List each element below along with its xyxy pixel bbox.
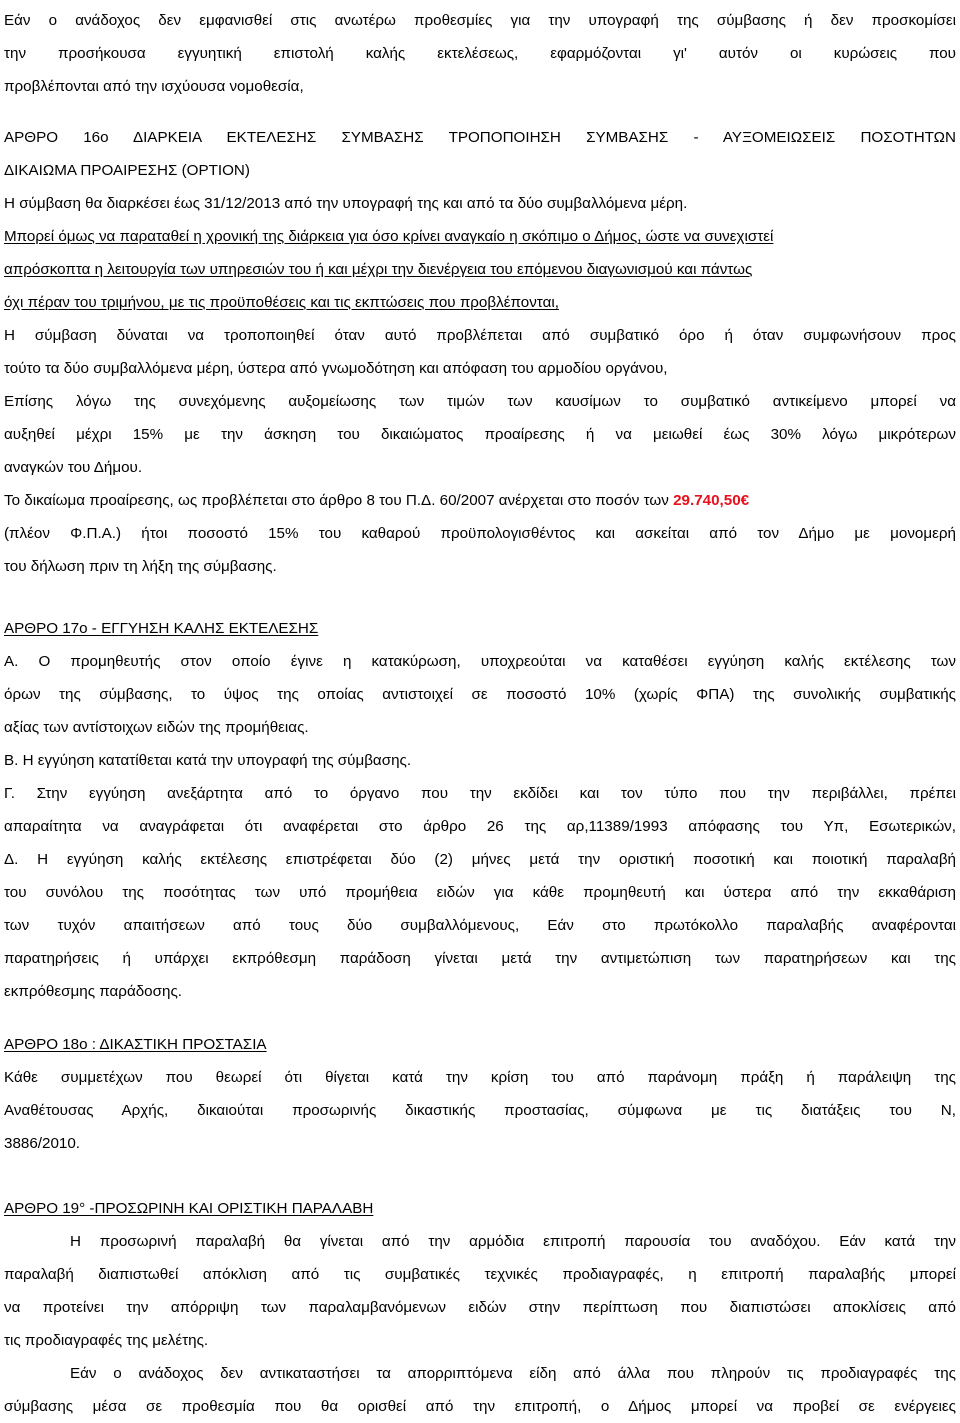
- option-text: Το δικαίωμα προαίρεσης, ως προβλέπεται στο άρθρο 8 του Π.Δ. 60/2007 ανέρχεται στο ποσόν των: [4, 492, 674, 509]
- paragraph-line: Δ. Η εγγύηση καλής εκτέλεσης επιστρέφεται δύο (2) μήνες μετά την οριστική ποσοτική και ποιοτική παραλαβή: [4, 851, 956, 868]
- article-heading: [4, 612, 956, 645]
- paragraph-line: απαραίτητα να αναγράφεται ότι αναφέρεται στο άρθρο 26 της αρ,11389/1993 απόφασης του Υπ, Εσωτερικών,: [4, 818, 956, 835]
- paragraph-line: Αναθέτουσας Αρχής, δικαιούται προσωρινής δικαστικής προστασίας, σύμφωνα με τις διατάξεις του Ν,: [4, 1102, 956, 1119]
- paragraph-line: αναγκών του Δήμου.: [4, 459, 143, 476]
- paragraph-line: προβλέπονται από την ισχύουσα νομοθεσία,: [4, 78, 304, 95]
- paragraph-line: εκπρόθεσμης παράδοσης.: [4, 983, 182, 1000]
- paragraph-line: όρων της σύμβασης, το ύψος της οποίας αντιστοιχεί σε ποσοστό 10% (χωρίς ΦΠΑ) της συνολικής συμβατικής: [4, 686, 956, 703]
- paragraph-line: Εάν ο ανάδοχος δεν αντικαταστήσει τα απορριπτόμενα είδη από άλλα που πληρούν τις προδιαγραφές της: [70, 1365, 956, 1382]
- paragraph-line: απρόσκοπτα η λειτουργία των υπηρεσιών του ή και μέχρι την διενέργεια του επόμενου διαγωνισμού και πάντως: [4, 261, 753, 278]
- paragraph-line: Κάθε συμμετέχων που θεωρεί ότι θίγεται κατά την κρίση του από παράνομη πράξη ή παράλειψη της: [4, 1069, 956, 1086]
- article-heading: [4, 1028, 956, 1061]
- paragraph-line: Α. Ο προμηθευτής στον οποίο έγινε η κατακύρωση, υποχρεούται να καταθέσει εγγύηση καλής εκτέλεσης των: [4, 653, 956, 670]
- paragraph-line: του συνόλου της ποσότητας των υπό προμήθεια ειδών για κάθε προμηθευτή και ύστερα από την εκκαθάριση: [4, 884, 956, 901]
- option-amount: 29.740,50€: [673, 492, 750, 509]
- paragraph-line: τις προδιαγραφές της μελέτης.: [4, 1332, 209, 1349]
- paragraph-line: την προσήκουσα εγγυητική επιστολή καλής εκτελέσεως, εφαρμόζονται γι' αυτόν οι κυρώσεις που: [4, 45, 956, 62]
- paragraph-line: τούτο τα δύο συμβαλλόμενα μέρη, ύστερα από γνωμοδότηση και απόφαση του αρμοδίου οργάνου,: [4, 360, 668, 377]
- paragraph-line: Η σύμβαση δύναται να τροποποιηθεί όταν αυτό προβλέπεται από συμβατικό όρο ή όταν συμφωνήσουν προς: [4, 327, 956, 344]
- article-heading: ΑΡΘΡΟ 16ο ΔΙΑΡΚΕΙΑ ΕΚΤΕΛΕΣΗΣ ΣΥΜΒΑΣΗΣ ΤΡΟΠΟΠΟΙΗΣΗ ΣΥΜΒΑΣΗΣ - ΑΥΞΟΜΕΙΩΣΕΙΣ ΠΟΣΟΤΗΤΩΝ: [4, 129, 956, 146]
- paragraph-line: 3886/2010.: [4, 1135, 81, 1152]
- article-18-heading: ΑΡΘΡΟ 18ο : ΔΙΚΑΣΤΙΚΗ ΠΡΟΣΤΑΣΙΑ: [4, 1036, 267, 1053]
- article-19-heading: ΑΡΘΡΟ 19° -ΠΡΟΣΩΡΙΝΗ ΚΑΙ ΟΡΙΣΤΙΚΗ ΠΑΡΑΛΑΒΗ: [4, 1200, 374, 1217]
- paragraph-line: σύμβασης μέσα σε προθεσμία που θα ορισθεί από την επιτροπή, ο Δήμος μπορεί να προβεί σε ενέργειες: [4, 1398, 956, 1415]
- paragraph-line: αξίας των αντίστοιχων ειδών της προμήθειας.: [4, 719, 309, 736]
- paragraph-line: παρατηρήσεις ή υπάρχει εκπρόθεσμη παράδοση γίνεται μετά την αντιμετώπιση των παρατηρήσεων και της: [4, 950, 956, 967]
- paragraph-line: να προτείνει την απόρριψη των παραλαμβανόμενων ειδών στην περίπτωση που διαπιστώσει αποκλίσεις από: [4, 1299, 956, 1316]
- paragraph-line: Εάν ο ανάδοχος δεν εμφανισθεί στις ανωτέρω προθεσμίες για την υπογραφή της σύμβασης ή δεν προσκομίσει: [4, 12, 956, 29]
- paragraph-line: Β. Η εγγύηση κατατίθεται κατά την υπογραφή της σύμβασης.: [4, 752, 412, 769]
- paragraph-line: του δήλωση πριν τη λήξη της σύμβασης.: [4, 558, 277, 575]
- paragraph-line: παραλαβή διαπιστωθεί απόκλιση από τις συμβατικές τεχνικές προδιαγραφές, η επιτροπή παραλαβής μπορεί: [4, 1266, 956, 1283]
- paragraph-line: Γ. Στην εγγύηση ανεξάρτητα από το όργανο που την εκδίδει και τον τύπο που την περιβάλλει, πρέπει: [4, 785, 956, 802]
- paragraph-line: Η προσωρινή παραλαβή θα γίνεται από την αρμόδια επιτροπή παρουσία του αναδόχου. Εάν κατά την: [70, 1233, 956, 1250]
- paragraph-line: Η σύμβαση θα διαρκέσει έως 31/12/2013 από την υπογραφή της και από τα δύο συμβαλλόμενα μέρη.: [4, 195, 688, 212]
- article-17-heading: ΑΡΘΡΟ 17ο - ΕΓΓΥΗΣΗ ΚΑΛΗΣ ΕΚΤΕΛΕΣΗΣ: [4, 620, 319, 637]
- paragraph-line: αυξηθεί μέχρι 15% με την άσκηση του δικαιώματος προαίρεσης ή να μειωθεί έως 30% λόγω μικρότερων: [4, 426, 956, 443]
- article-heading: [4, 1192, 956, 1225]
- paragraph-line: των τυχόν απαιτήσεων από τους δύο συμβαλλόμενους, Εάν στο πρωτόκολλο παραλαβής αναφέρονται: [4, 917, 956, 934]
- article-heading: ΔΙΚΑΙΩΜΑ ΠΡΟΑΙΡΕΣΗΣ (OPTION): [4, 162, 250, 179]
- paragraph-line: όχι πέραν του τριμήνου, με τις προϋποθέσεις και τις εκπτώσεις που προβλέπονται,: [4, 294, 559, 311]
- option-paragraph-line: [4, 484, 956, 517]
- paragraph-line: (πλέον Φ.Π.Α.) ήτοι ποσοστό 15% του καθαρού προϋπολογισθέντος και ασκείται από τον Δήμο με μονομερή: [4, 525, 956, 542]
- paragraph-line: Μπορεί όμως να παραταθεί η χρονική της διάρκεια για όσο κρίνει αναγκαίο η σκόπιμο ο Δήμος, ώστε να συνεχιστεί: [4, 228, 774, 245]
- paragraph-line: Επίσης λόγω της συνεχόμενης αυξομείωσης των τιμών των καυσίμων το συμβατικό αντικείμενο μπορεί να: [4, 393, 956, 410]
